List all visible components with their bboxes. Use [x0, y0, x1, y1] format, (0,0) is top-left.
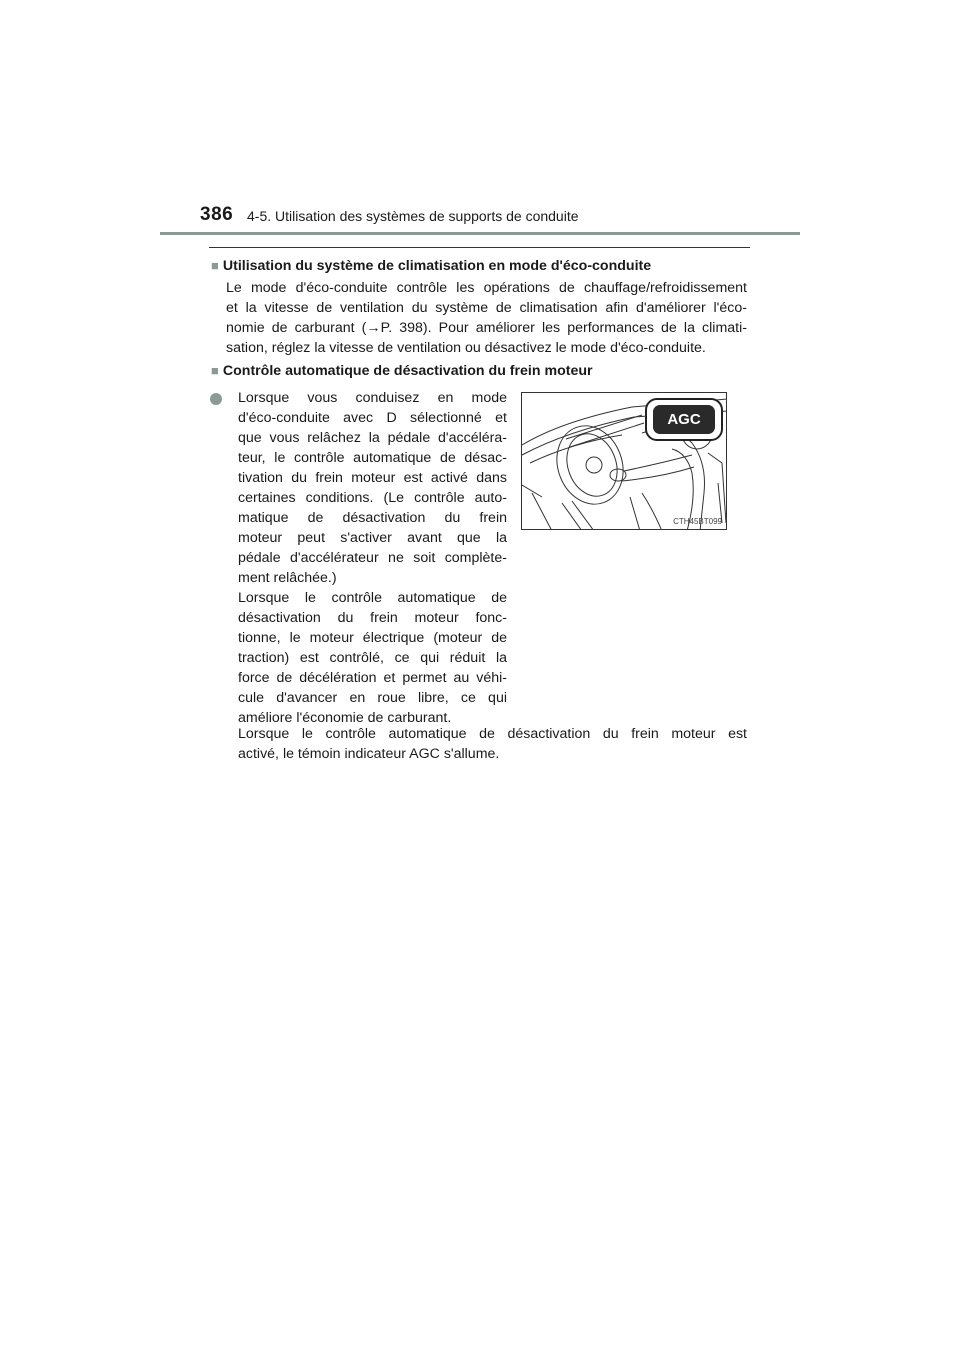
text-line: Le mode d'éco-conduite contrôle les opérations de chauffage/refroidissement: [226, 280, 747, 296]
text-line: ment relâchée.): [238, 570, 337, 586]
text-line: cule d'avancer en roue libre, ce qui: [238, 690, 507, 706]
text-line: Lorsque le contrôle automatique de: [238, 590, 507, 606]
content-rule: [209, 247, 750, 248]
text-line: certaines conditions. (Le contrôle auto-: [238, 490, 507, 506]
text-line: Lorsque le contrôle automatique de désactivation du frein moteur est: [238, 726, 747, 742]
text-line: traction) est contrôlé, ce qui réduit la: [238, 650, 507, 666]
closing-paragraph: [238, 724, 747, 764]
heading-climatisation: [211, 258, 651, 274]
text-line: sation, réglez la vitesse de ventilation ou désactivez le mode d'éco-conduite.: [226, 340, 706, 356]
text-line: matique de désactivation du frein: [238, 510, 507, 526]
text-line: force de décélération et permet au véhi-: [238, 670, 507, 686]
text-line: tivation du frein moteur est activé dans: [238, 470, 507, 486]
figure-code: CTH45BT099: [673, 517, 722, 526]
bullet-paragraph: [238, 388, 507, 728]
text-line: que vous relâchez la pédale d'accéléra-: [238, 430, 507, 446]
paragraph-climatisation: [226, 278, 747, 358]
heading-climatisation-text: Utilisation du système de climatisation en mode d'éco-conduite: [222, 258, 652, 274]
text-line: désactivation du frein moteur fonc-: [238, 610, 507, 626]
text-line: pédale d'accélérateur ne soit complète-: [238, 550, 507, 566]
text-line: nomie de carburant (→P. 398). Pour améliorer les performances de la climati-: [226, 320, 747, 336]
page-number: 386: [200, 204, 234, 225]
text-line: activé, le témoin indicateur AGC s'allume.: [238, 746, 500, 762]
text-line: teur, le contrôle automatique de désac-: [238, 450, 507, 466]
text-line: et la vitesse de ventilation du système de climatisation afin d'améliorer l'éco-: [226, 300, 747, 316]
agc-indicator-badge: [645, 398, 723, 441]
text-line: d'éco-conduite avec D sélectionné et: [238, 410, 507, 426]
round-bullet-icon: [210, 393, 222, 405]
header-rule: [160, 232, 800, 235]
text-line: Lorsque vous conduisez en mode: [238, 390, 507, 406]
text-line: améliore l'économie de carburant.: [238, 710, 452, 726]
text-line: tionne, le moteur électrique (moteur de: [238, 630, 507, 646]
square-bullet-icon: ■: [211, 363, 219, 378]
heading-frein-moteur: [211, 363, 593, 379]
text-line: moteur peut s'activer avant que la: [238, 530, 507, 546]
figure-driver-illustration: [521, 392, 727, 530]
agc-indicator-label: AGC: [653, 405, 715, 434]
section-title: 4-5. Utilisation des systèmes de supports de conduite: [247, 208, 579, 224]
heading-frein-moteur-text: Contrôle automatique de désactivation du frein moteur: [222, 363, 593, 379]
square-bullet-icon: ■: [211, 258, 219, 273]
